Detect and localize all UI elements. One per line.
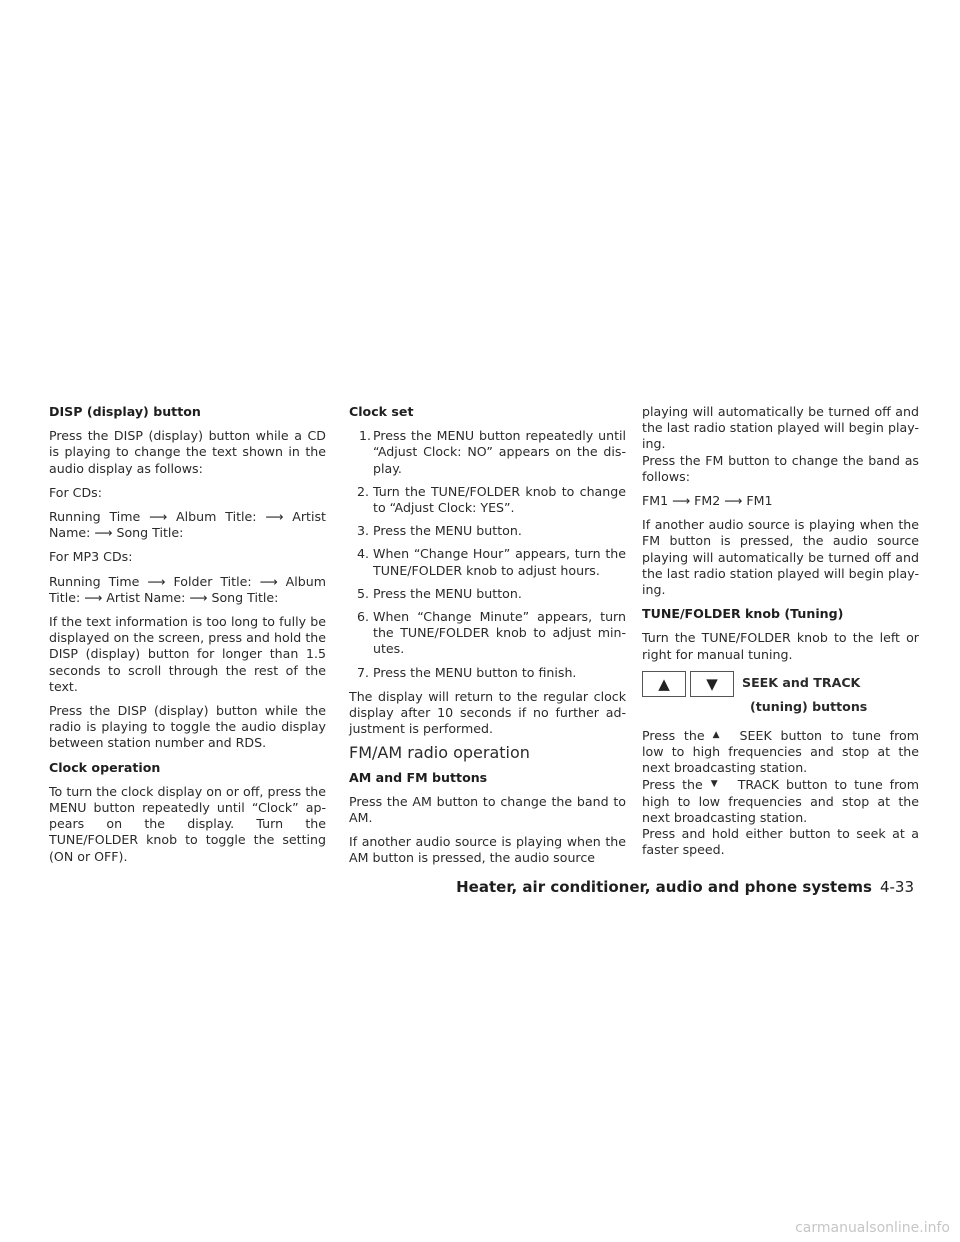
long-text-paragraph: If the text information is too long to fully be displayed on the screen, press and hold the DISP (display) button for longer than 1.5 seconds to scroll through the rest of the text. xyxy=(49,614,326,694)
up-triangle-icon: ▲ xyxy=(712,729,720,740)
seek-up-button-icon: ▲ xyxy=(642,671,686,697)
step-number: 7. xyxy=(357,664,370,680)
clock-operation-heading: Clock operation xyxy=(49,759,161,775)
seek-track-heading xyxy=(742,671,867,719)
fm-am-section-heading: FM/AM radio operation xyxy=(349,743,530,763)
seek-track-buttons-figure xyxy=(642,671,919,719)
seek-paragraph xyxy=(642,727,919,777)
step-number: 6. xyxy=(357,609,370,625)
step-number: 1. xyxy=(359,428,372,444)
fm-another-source-paragraph: If another audio source is playing when the FM button is pressed, the audio source playing will automatically be turned off and the last radio station played will begin play- ing. xyxy=(642,517,919,598)
am-another-source-paragraph: If another audio source is playing when the AM button is pressed, the audio source xyxy=(349,834,626,866)
disp-heading: DISP (display) button xyxy=(49,404,201,419)
page-footer xyxy=(456,878,914,896)
step-item xyxy=(349,609,626,658)
track-paragraph-text: TRACK button to tune from high to low frequencies and stop at the next broadcasting station. xyxy=(642,777,919,825)
press-the-text: Press the xyxy=(642,727,705,743)
am-fm-buttons-heading: AM and FM buttons xyxy=(349,769,488,785)
step-item xyxy=(349,428,626,477)
display-return-paragraph: The display will return to the regular clock display after 10 seconds if no further ad- justment is performed. xyxy=(349,688,626,737)
am-button-paragraph: Press the AM button to change the band to AM. xyxy=(349,793,626,826)
fm-button-paragraph: Press the FM button to change the band as follows: xyxy=(642,452,919,484)
seek-down-button-icon: ▼ xyxy=(690,671,734,697)
watermark: carmanualsonline.info xyxy=(795,1220,950,1236)
clock-set-heading: Clock set xyxy=(349,404,414,419)
for-cds-label: For CDs: xyxy=(49,484,102,500)
step-text: When “Change Minute” appears, turn the TUNE/FOLDER knob to adjust min- utes. xyxy=(373,609,626,657)
step-text: Press the MENU button repeatedly until “Adjust Clock: NO” appears on the dis- play. xyxy=(373,428,626,476)
press-the-text: Press the xyxy=(642,777,703,793)
step-item xyxy=(349,484,626,516)
tune-folder-heading: TUNE/FOLDER knob (Tuning) xyxy=(642,606,844,622)
mp3-sequence: Running Time ⟶ Folder Title: ⟶ Album Title: ⟶ Artist Name: ⟶ Song Title: xyxy=(49,573,326,605)
step-number: 5. xyxy=(357,585,370,601)
step-item xyxy=(349,586,626,602)
step-item xyxy=(349,546,626,578)
continued-paragraph: playing will automatically be turned off and the last radio station played will begin play- ing. xyxy=(642,404,919,452)
clock-operation-paragraph: To turn the clock display on or off, press the MENU button repeatedly until “Clock” ap- pears on the display. Turn the TUNE/FOLDER knob to toggle the setting (ON or OFF). xyxy=(49,783,326,864)
footer-section-title: Heater, air conditioner, audio and phone systems xyxy=(456,878,872,896)
column-2 xyxy=(349,404,626,875)
down-triangle-icon: ▼ xyxy=(710,779,718,790)
step-text: Turn the TUNE/FOLDER knob to change to “Adjust Clock: YES”. xyxy=(373,483,626,516)
step-text: When “Change Hour” appears, turn the TUNE/FOLDER knob to adjust hours. xyxy=(373,546,626,578)
page-number: 4-33 xyxy=(879,878,914,896)
step-text: Press the MENU button. xyxy=(373,523,522,539)
column-1 xyxy=(49,404,326,873)
disp-paragraph: Press the DISP (display) button while a CD is playing to change the text shown in the audio display as follows: xyxy=(49,428,326,476)
fm-sequence: FM1 ⟶ FM2 ⟶ FM1 xyxy=(642,493,773,509)
step-number: 3. xyxy=(357,523,370,539)
step-number: 2. xyxy=(357,483,370,499)
cd-sequence: Running Time ⟶ Album Title: ⟶ Artist Name: ⟶ Song Title: xyxy=(49,509,326,541)
step-text: Press the MENU button. xyxy=(373,585,522,601)
track-paragraph xyxy=(642,776,919,826)
radio-disp-paragraph: Press the DISP (display) button while the radio is playing to toggle the audio display between station number and RDS. xyxy=(49,703,326,751)
step-item xyxy=(349,665,626,681)
seek-paragraph-text: SEEK button to tune from low to high frequencies and stop at the next broadcasting station. xyxy=(642,727,919,776)
step-number: 4. xyxy=(357,546,370,562)
step-item xyxy=(349,523,626,539)
step-text: Press the MENU button to finish. xyxy=(373,664,577,680)
for-mp3-label: For MP3 CDs: xyxy=(49,549,133,565)
hold-paragraph: Press and hold either button to seek at a faster speed. xyxy=(642,826,919,858)
tune-paragraph: Turn the TUNE/FOLDER knob to the left or right for manual tuning. xyxy=(642,630,919,662)
seek-track-heading-line2: (tuning) buttons xyxy=(750,698,868,714)
seek-track-heading-line1: SEEK and TRACK xyxy=(742,674,861,690)
clock-set-steps xyxy=(349,428,626,681)
column-3 xyxy=(642,404,919,866)
